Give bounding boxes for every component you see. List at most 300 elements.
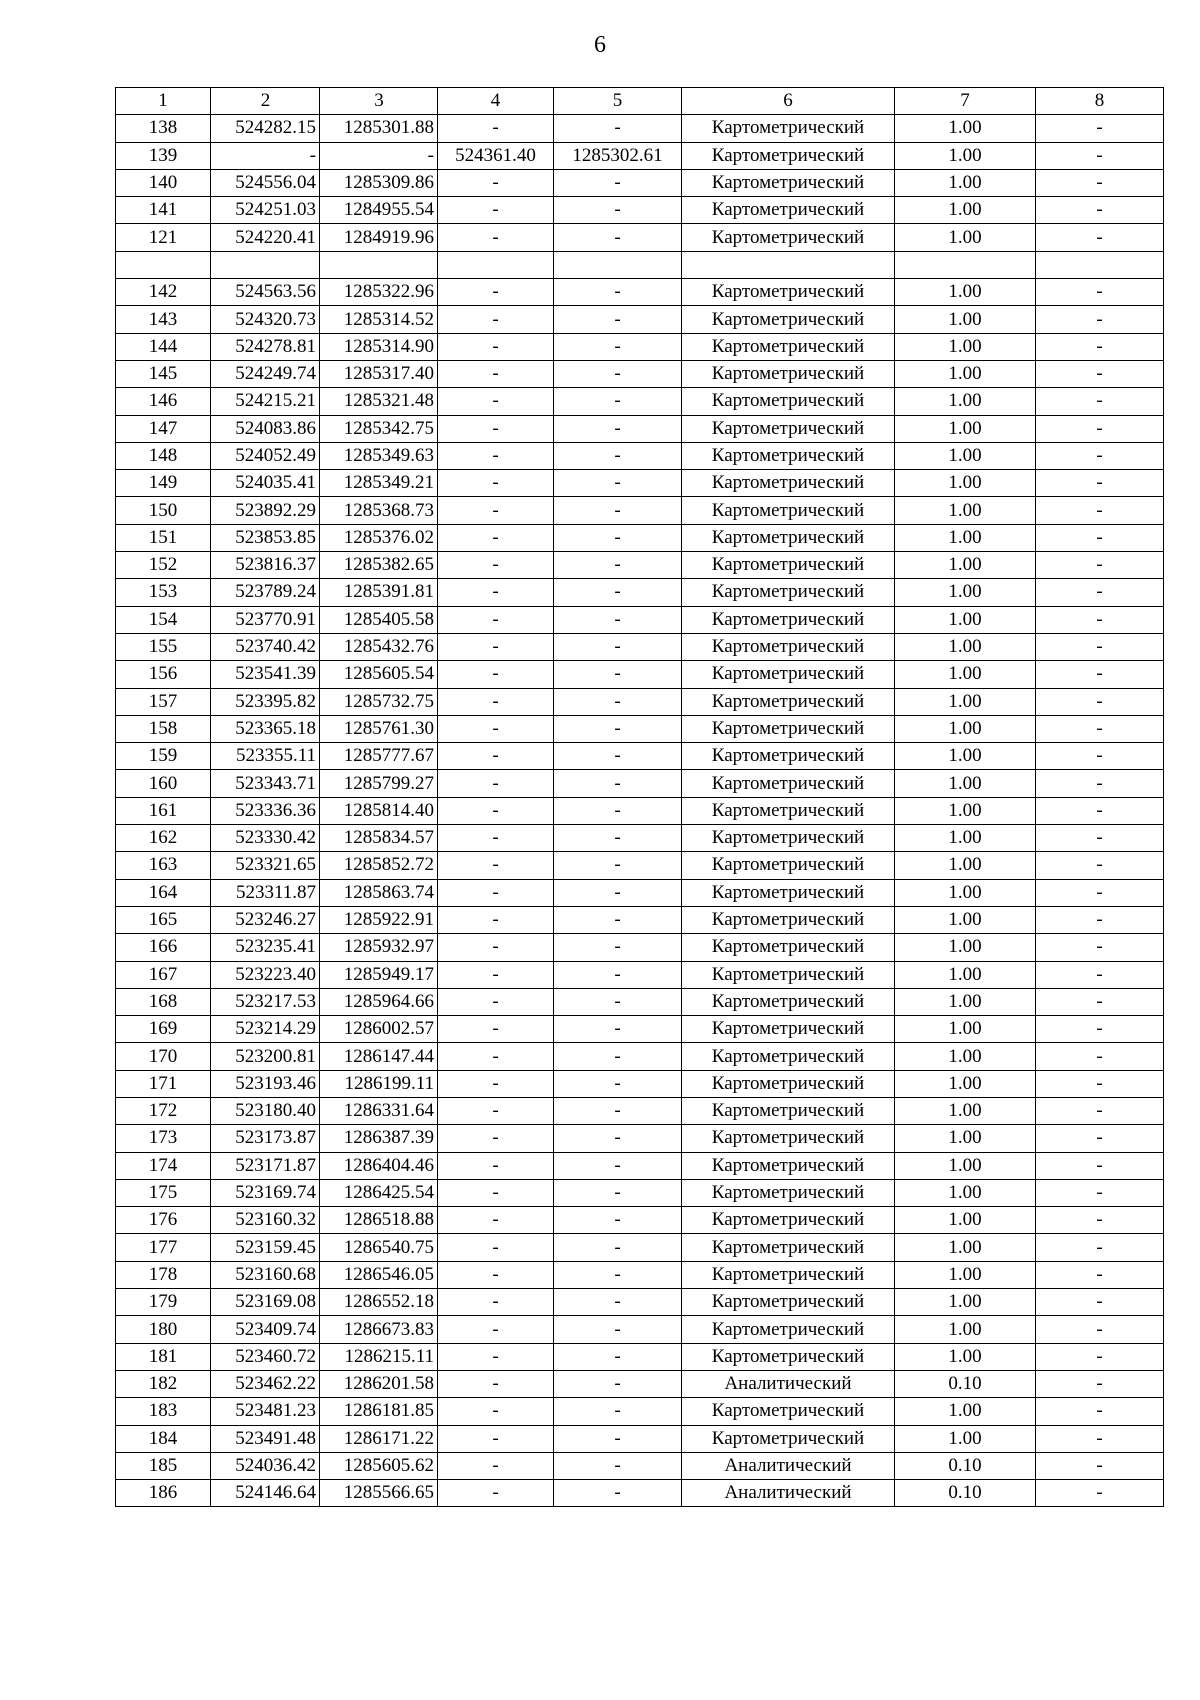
accuracy-cell: 1.00 bbox=[895, 552, 1036, 579]
method-cell: Картометрический bbox=[682, 415, 895, 442]
y-alt-cell: - bbox=[554, 1480, 682, 1507]
y-coordinate-cell: 1286201.58 bbox=[320, 1370, 438, 1397]
x-coordinate-cell: 523171.87 bbox=[211, 1152, 320, 1179]
x-alt-cell: - bbox=[438, 879, 554, 906]
method-cell: Картометрический bbox=[682, 1152, 895, 1179]
method-cell: Аналитический bbox=[682, 1370, 895, 1397]
method-cell: Картометрический bbox=[682, 197, 895, 224]
page-number: 6 bbox=[594, 32, 606, 58]
y-coordinate-cell: 1285321.48 bbox=[320, 388, 438, 415]
y-alt-cell: - bbox=[554, 1370, 682, 1397]
method-cell: Картометрический bbox=[682, 1016, 895, 1043]
note-cell: - bbox=[1036, 1398, 1164, 1425]
x-alt-cell: - bbox=[438, 497, 554, 524]
x-coordinate-cell: 523223.40 bbox=[211, 961, 320, 988]
y-alt-cell: 1285302.61 bbox=[554, 142, 682, 169]
method-cell: Аналитический bbox=[682, 1452, 895, 1479]
x-alt-cell: - bbox=[438, 197, 554, 224]
y-coordinate-cell: 1286147.44 bbox=[320, 1043, 438, 1070]
y-alt-cell: - bbox=[554, 715, 682, 742]
table-row bbox=[116, 552, 1164, 579]
accuracy-cell: 1.00 bbox=[895, 606, 1036, 633]
point-number-cell: 146 bbox=[116, 388, 211, 415]
note-cell: - bbox=[1036, 470, 1164, 497]
accuracy-cell: 1.00 bbox=[895, 1070, 1036, 1097]
note-cell: - bbox=[1036, 633, 1164, 660]
x-alt-cell: - bbox=[438, 852, 554, 879]
y-coordinate-cell: 1285799.27 bbox=[320, 770, 438, 797]
table-row bbox=[116, 1425, 1164, 1452]
y-alt-cell: - bbox=[554, 1425, 682, 1452]
y-alt-cell: - bbox=[554, 852, 682, 879]
y-alt-cell: - bbox=[554, 906, 682, 933]
x-coordinate-cell: 523770.91 bbox=[211, 606, 320, 633]
x-alt-cell: - bbox=[438, 934, 554, 961]
y-coordinate-cell: - bbox=[320, 142, 438, 169]
x-alt-cell: - bbox=[438, 661, 554, 688]
note-cell: - bbox=[1036, 1234, 1164, 1261]
table-row bbox=[116, 360, 1164, 387]
y-coordinate-cell: 1286199.11 bbox=[320, 1070, 438, 1097]
note-cell: - bbox=[1036, 1370, 1164, 1397]
note-cell: - bbox=[1036, 825, 1164, 852]
accuracy-cell: 1.00 bbox=[895, 1234, 1036, 1261]
method-cell: Картометрический bbox=[682, 1207, 895, 1234]
x-coordinate-cell: 524146.64 bbox=[211, 1480, 320, 1507]
x-alt-cell: 524361.40 bbox=[438, 142, 554, 169]
x-coordinate-cell: 523321.65 bbox=[211, 852, 320, 879]
note-cell: - bbox=[1036, 1261, 1164, 1288]
accuracy-cell: 1.00 bbox=[895, 524, 1036, 551]
y-alt-cell: - bbox=[554, 934, 682, 961]
table-row bbox=[116, 988, 1164, 1015]
x-coordinate-cell: 523816.37 bbox=[211, 552, 320, 579]
accuracy-cell: 1.00 bbox=[895, 661, 1036, 688]
y-alt-cell: - bbox=[554, 579, 682, 606]
accuracy-cell: 1.00 bbox=[895, 415, 1036, 442]
note-cell: - bbox=[1036, 1016, 1164, 1043]
x-coordinate-cell: 523193.46 bbox=[211, 1070, 320, 1097]
x-alt-cell bbox=[438, 251, 554, 278]
coordinates-table bbox=[115, 87, 1164, 1507]
x-alt-cell: - bbox=[438, 360, 554, 387]
x-alt-cell: - bbox=[438, 825, 554, 852]
x-coordinate-cell: 523355.11 bbox=[211, 743, 320, 770]
y-coordinate-cell: 1285376.02 bbox=[320, 524, 438, 551]
x-coordinate-cell: 523541.39 bbox=[211, 661, 320, 688]
accuracy-cell: 1.00 bbox=[895, 115, 1036, 142]
y-coordinate-cell: 1285605.54 bbox=[320, 661, 438, 688]
note-cell: - bbox=[1036, 524, 1164, 551]
note-cell: - bbox=[1036, 715, 1164, 742]
accuracy-cell: 1.00 bbox=[895, 934, 1036, 961]
point-number-cell: 148 bbox=[116, 442, 211, 469]
method-cell: Аналитический bbox=[682, 1480, 895, 1507]
method-cell: Картометрический bbox=[682, 906, 895, 933]
point-number-cell: 139 bbox=[116, 142, 211, 169]
note-cell: - bbox=[1036, 333, 1164, 360]
point-number-cell: 181 bbox=[116, 1343, 211, 1370]
point-number-cell: 162 bbox=[116, 825, 211, 852]
point-number-cell: 161 bbox=[116, 797, 211, 824]
method-cell: Картометрический bbox=[682, 579, 895, 606]
x-alt-cell: - bbox=[438, 797, 554, 824]
y-coordinate-cell: 1285932.97 bbox=[320, 934, 438, 961]
method-cell: Картометрический bbox=[682, 1070, 895, 1097]
method-cell: Картометрический bbox=[682, 1234, 895, 1261]
note-cell: - bbox=[1036, 552, 1164, 579]
y-coordinate-cell: 1286002.57 bbox=[320, 1016, 438, 1043]
table-row bbox=[116, 1289, 1164, 1316]
method-cell: Картометрический bbox=[682, 279, 895, 306]
accuracy-cell: 1.00 bbox=[895, 1125, 1036, 1152]
point-number-cell: 155 bbox=[116, 633, 211, 660]
accuracy-cell: 1.00 bbox=[895, 1097, 1036, 1124]
x-coordinate-cell: 523395.82 bbox=[211, 688, 320, 715]
accuracy-cell: 1.00 bbox=[895, 1152, 1036, 1179]
method-cell: Картометрический bbox=[682, 224, 895, 251]
method-cell: Картометрический bbox=[682, 497, 895, 524]
table-row bbox=[116, 115, 1164, 142]
y-coordinate-cell: 1285382.65 bbox=[320, 552, 438, 579]
x-alt-cell: - bbox=[438, 988, 554, 1015]
note-cell: - bbox=[1036, 169, 1164, 196]
y-alt-cell: - bbox=[554, 633, 682, 660]
y-coordinate-cell: 1284919.96 bbox=[320, 224, 438, 251]
y-alt-cell: - bbox=[554, 388, 682, 415]
accuracy-cell: 1.00 bbox=[895, 743, 1036, 770]
point-number-cell: 154 bbox=[116, 606, 211, 633]
y-alt-cell: - bbox=[554, 497, 682, 524]
y-alt-cell: - bbox=[554, 552, 682, 579]
point-number-cell: 169 bbox=[116, 1016, 211, 1043]
y-alt-cell: - bbox=[554, 360, 682, 387]
point-number-cell: 121 bbox=[116, 224, 211, 251]
x-alt-cell: - bbox=[438, 1289, 554, 1316]
note-cell: - bbox=[1036, 224, 1164, 251]
method-cell: Картометрический bbox=[682, 606, 895, 633]
table-row bbox=[116, 825, 1164, 852]
y-alt-cell: - bbox=[554, 415, 682, 442]
y-coordinate-cell: 1286215.11 bbox=[320, 1343, 438, 1370]
x-coordinate-cell: 523789.24 bbox=[211, 579, 320, 606]
note-cell: - bbox=[1036, 115, 1164, 142]
y-alt-cell: - bbox=[554, 333, 682, 360]
method-cell: Картометрический bbox=[682, 306, 895, 333]
x-alt-cell: - bbox=[438, 1152, 554, 1179]
method-cell: Картометрический bbox=[682, 1097, 895, 1124]
accuracy-cell: 1.00 bbox=[895, 1016, 1036, 1043]
note-cell: - bbox=[1036, 360, 1164, 387]
x-coordinate-cell: 523235.41 bbox=[211, 934, 320, 961]
point-number-cell: 165 bbox=[116, 906, 211, 933]
x-alt-cell: - bbox=[438, 1452, 554, 1479]
x-coordinate-cell: 524083.86 bbox=[211, 415, 320, 442]
x-coordinate-cell: 524220.41 bbox=[211, 224, 320, 251]
x-alt-cell: - bbox=[438, 1016, 554, 1043]
note-cell: - bbox=[1036, 688, 1164, 715]
x-alt-cell: - bbox=[438, 1370, 554, 1397]
table-row bbox=[116, 470, 1164, 497]
point-number-cell: 184 bbox=[116, 1425, 211, 1452]
y-coordinate-cell: 1285368.73 bbox=[320, 497, 438, 524]
y-coordinate-cell: 1286331.64 bbox=[320, 1097, 438, 1124]
method-cell: Картометрический bbox=[682, 1316, 895, 1343]
method-cell: Картометрический bbox=[682, 1043, 895, 1070]
x-coordinate-cell: 524320.73 bbox=[211, 306, 320, 333]
accuracy-cell: 1.00 bbox=[895, 279, 1036, 306]
x-coordinate-cell: 524282.15 bbox=[211, 115, 320, 142]
note-cell: - bbox=[1036, 770, 1164, 797]
y-coordinate-cell: 1285342.75 bbox=[320, 415, 438, 442]
accuracy-cell: 1.00 bbox=[895, 579, 1036, 606]
method-cell: Картометрический bbox=[682, 797, 895, 824]
table-row bbox=[116, 1316, 1164, 1343]
method-cell: Картометрический bbox=[682, 388, 895, 415]
point-number-cell: 186 bbox=[116, 1480, 211, 1507]
note-cell: - bbox=[1036, 579, 1164, 606]
accuracy-cell: 1.00 bbox=[895, 1343, 1036, 1370]
point-number-cell: 144 bbox=[116, 333, 211, 360]
accuracy-cell: 0.10 bbox=[895, 1480, 1036, 1507]
point-number-cell: 177 bbox=[116, 1234, 211, 1261]
method-cell: Картометрический bbox=[682, 1125, 895, 1152]
y-coordinate-cell: 1285405.58 bbox=[320, 606, 438, 633]
method-header: 6 bbox=[682, 88, 895, 115]
accuracy-cell: 1.00 bbox=[895, 306, 1036, 333]
note-cell: - bbox=[1036, 497, 1164, 524]
y-alt-cell: - bbox=[554, 688, 682, 715]
table-row bbox=[116, 743, 1164, 770]
x-coordinate-cell: 523169.74 bbox=[211, 1179, 320, 1206]
note-header: 8 bbox=[1036, 88, 1164, 115]
note-cell: - bbox=[1036, 1097, 1164, 1124]
point-number-cell: 143 bbox=[116, 306, 211, 333]
x-coordinate-cell: 523173.87 bbox=[211, 1125, 320, 1152]
table-row bbox=[116, 961, 1164, 988]
accuracy-cell: 1.00 bbox=[895, 988, 1036, 1015]
table-row bbox=[116, 1343, 1164, 1370]
note-cell: - bbox=[1036, 1480, 1164, 1507]
note-cell: - bbox=[1036, 879, 1164, 906]
note-cell: - bbox=[1036, 606, 1164, 633]
table-header-row bbox=[116, 88, 1164, 115]
x-coordinate-cell: - bbox=[211, 142, 320, 169]
point-number-cell: 168 bbox=[116, 988, 211, 1015]
x-alt-cell: - bbox=[438, 1425, 554, 1452]
point-number-cell: 179 bbox=[116, 1289, 211, 1316]
point-number-cell: 167 bbox=[116, 961, 211, 988]
x-coordinate-cell: 523311.87 bbox=[211, 879, 320, 906]
note-cell: - bbox=[1036, 1179, 1164, 1206]
y-alt-cell: - bbox=[554, 279, 682, 306]
table-row bbox=[116, 1152, 1164, 1179]
point-number-cell: 176 bbox=[116, 1207, 211, 1234]
x-alt-cell: - bbox=[438, 1043, 554, 1070]
accuracy-cell: 1.00 bbox=[895, 1425, 1036, 1452]
method-cell: Картометрический bbox=[682, 1398, 895, 1425]
y-coordinate-cell: 1286171.22 bbox=[320, 1425, 438, 1452]
note-cell: - bbox=[1036, 1452, 1164, 1479]
table-row bbox=[116, 797, 1164, 824]
x-coordinate-cell: 523343.71 bbox=[211, 770, 320, 797]
table-row bbox=[116, 497, 1164, 524]
table-row bbox=[116, 1070, 1164, 1097]
accuracy-cell: 1.00 bbox=[895, 497, 1036, 524]
y-alt-cell: - bbox=[554, 1343, 682, 1370]
x-alt-cell: - bbox=[438, 688, 554, 715]
point-number-cell: 141 bbox=[116, 197, 211, 224]
x-alt-cell: - bbox=[438, 1316, 554, 1343]
method-cell: Картометрический bbox=[682, 988, 895, 1015]
point-number-cell: 175 bbox=[116, 1179, 211, 1206]
x-coordinate-cell: 523853.85 bbox=[211, 524, 320, 551]
x-coordinate-cell: 523200.81 bbox=[211, 1043, 320, 1070]
x-coordinate-cell: 524278.81 bbox=[211, 333, 320, 360]
y-alt-cell: - bbox=[554, 1452, 682, 1479]
y-alt-cell: - bbox=[554, 1179, 682, 1206]
accuracy-cell: 1.00 bbox=[895, 169, 1036, 196]
y-coordinate-cell: 1285949.17 bbox=[320, 961, 438, 988]
y-coordinate-cell: 1286387.39 bbox=[320, 1125, 438, 1152]
y-coordinate-cell: 1285922.91 bbox=[320, 906, 438, 933]
y-alt-cell: - bbox=[554, 797, 682, 824]
y-coordinate-cell: 1286673.83 bbox=[320, 1316, 438, 1343]
method-cell: Картометрический bbox=[682, 770, 895, 797]
point-number-cell: 157 bbox=[116, 688, 211, 715]
point-number-cell bbox=[116, 251, 211, 278]
method-cell: Картометрический bbox=[682, 825, 895, 852]
table-body bbox=[116, 88, 1164, 1507]
table-row bbox=[116, 142, 1164, 169]
x-coordinate-header: 2 bbox=[211, 88, 320, 115]
note-cell: - bbox=[1036, 961, 1164, 988]
note-cell: - bbox=[1036, 1425, 1164, 1452]
y-coordinate-cell: 1286425.54 bbox=[320, 1179, 438, 1206]
point-number-cell: 185 bbox=[116, 1452, 211, 1479]
y-coordinate-cell: 1285732.75 bbox=[320, 688, 438, 715]
y-alt-cell: - bbox=[554, 1207, 682, 1234]
accuracy-header: 7 bbox=[895, 88, 1036, 115]
y-alt-cell: - bbox=[554, 825, 682, 852]
x-coordinate-cell: 523460.72 bbox=[211, 1343, 320, 1370]
x-coordinate-cell: 524036.42 bbox=[211, 1452, 320, 1479]
y-alt-cell: - bbox=[554, 115, 682, 142]
accuracy-cell: 1.00 bbox=[895, 1179, 1036, 1206]
accuracy-cell: 1.00 bbox=[895, 879, 1036, 906]
y-alt-cell: - bbox=[554, 1316, 682, 1343]
x-alt-cell: - bbox=[438, 743, 554, 770]
table-row bbox=[116, 770, 1164, 797]
y-alt-cell: - bbox=[554, 606, 682, 633]
table-row bbox=[116, 1097, 1164, 1124]
table-row bbox=[116, 279, 1164, 306]
y-alt-cell: - bbox=[554, 1043, 682, 1070]
point-number-cell: 142 bbox=[116, 279, 211, 306]
table-row bbox=[116, 1179, 1164, 1206]
x-coordinate-cell: 523740.42 bbox=[211, 633, 320, 660]
y-coordinate-cell: 1285349.21 bbox=[320, 470, 438, 497]
accuracy-cell: 1.00 bbox=[895, 1207, 1036, 1234]
x-alt-cell: - bbox=[438, 388, 554, 415]
point-number-cell: 173 bbox=[116, 1125, 211, 1152]
point-number-cell: 152 bbox=[116, 552, 211, 579]
accuracy-cell: 1.00 bbox=[895, 1316, 1036, 1343]
note-cell: - bbox=[1036, 388, 1164, 415]
y-coordinate-cell: 1285349.63 bbox=[320, 442, 438, 469]
table-row bbox=[116, 388, 1164, 415]
x-coordinate-cell: 523169.08 bbox=[211, 1289, 320, 1316]
accuracy-cell: 1.00 bbox=[895, 797, 1036, 824]
method-cell: Картометрический bbox=[682, 1343, 895, 1370]
x-alt-header: 4 bbox=[438, 88, 554, 115]
x-coordinate-cell: 523160.32 bbox=[211, 1207, 320, 1234]
x-alt-cell: - bbox=[438, 961, 554, 988]
method-cell: Картометрический bbox=[682, 688, 895, 715]
x-coordinate-cell: 523491.48 bbox=[211, 1425, 320, 1452]
x-alt-cell: - bbox=[438, 279, 554, 306]
x-coordinate-cell: 524563.56 bbox=[211, 279, 320, 306]
table-row bbox=[116, 1370, 1164, 1397]
table-row bbox=[116, 633, 1164, 660]
point-number-cell: 147 bbox=[116, 415, 211, 442]
x-alt-cell: - bbox=[438, 306, 554, 333]
y-coordinate-cell: 1285309.86 bbox=[320, 169, 438, 196]
y-coordinate-cell: 1285852.72 bbox=[320, 852, 438, 879]
table-row bbox=[116, 442, 1164, 469]
point-number-cell: 145 bbox=[116, 360, 211, 387]
accuracy-cell: 0.10 bbox=[895, 1370, 1036, 1397]
method-cell: Картометрический bbox=[682, 879, 895, 906]
note-cell: - bbox=[1036, 934, 1164, 961]
y-alt-cell: - bbox=[554, 306, 682, 333]
point-number-header: 1 bbox=[116, 88, 211, 115]
method-cell: Картометрический bbox=[682, 333, 895, 360]
note-cell bbox=[1036, 251, 1164, 278]
y-alt-cell: - bbox=[554, 961, 682, 988]
method-cell: Картометрический bbox=[682, 1289, 895, 1316]
accuracy-cell: 1.00 bbox=[895, 388, 1036, 415]
y-coordinate-cell: 1286181.85 bbox=[320, 1398, 438, 1425]
y-coordinate-cell: 1285814.40 bbox=[320, 797, 438, 824]
y-alt-cell: - bbox=[554, 470, 682, 497]
method-cell: Картометрический bbox=[682, 115, 895, 142]
y-coordinate-cell: 1285432.76 bbox=[320, 633, 438, 660]
y-coordinate-cell: 1286546.05 bbox=[320, 1261, 438, 1288]
table-row bbox=[116, 1207, 1164, 1234]
note-cell: - bbox=[1036, 1043, 1164, 1070]
y-alt-cell: - bbox=[554, 442, 682, 469]
x-alt-cell: - bbox=[438, 169, 554, 196]
y-coordinate-cell: 1285863.74 bbox=[320, 879, 438, 906]
x-alt-cell: - bbox=[438, 606, 554, 633]
y-alt-cell: - bbox=[554, 169, 682, 196]
x-alt-cell: - bbox=[438, 524, 554, 551]
accuracy-cell: 1.00 bbox=[895, 961, 1036, 988]
y-coordinate-cell: 1285314.52 bbox=[320, 306, 438, 333]
x-coordinate-cell: 524035.41 bbox=[211, 470, 320, 497]
method-cell: Картометрический bbox=[682, 1261, 895, 1288]
y-alt-cell: - bbox=[554, 743, 682, 770]
note-cell: - bbox=[1036, 852, 1164, 879]
note-cell: - bbox=[1036, 743, 1164, 770]
x-alt-cell: - bbox=[438, 770, 554, 797]
x-coordinate-cell: 524249.74 bbox=[211, 360, 320, 387]
method-cell: Картометрический bbox=[682, 169, 895, 196]
x-alt-cell: - bbox=[438, 1179, 554, 1206]
y-coordinate-cell: 1285391.81 bbox=[320, 579, 438, 606]
x-alt-cell: - bbox=[438, 1125, 554, 1152]
